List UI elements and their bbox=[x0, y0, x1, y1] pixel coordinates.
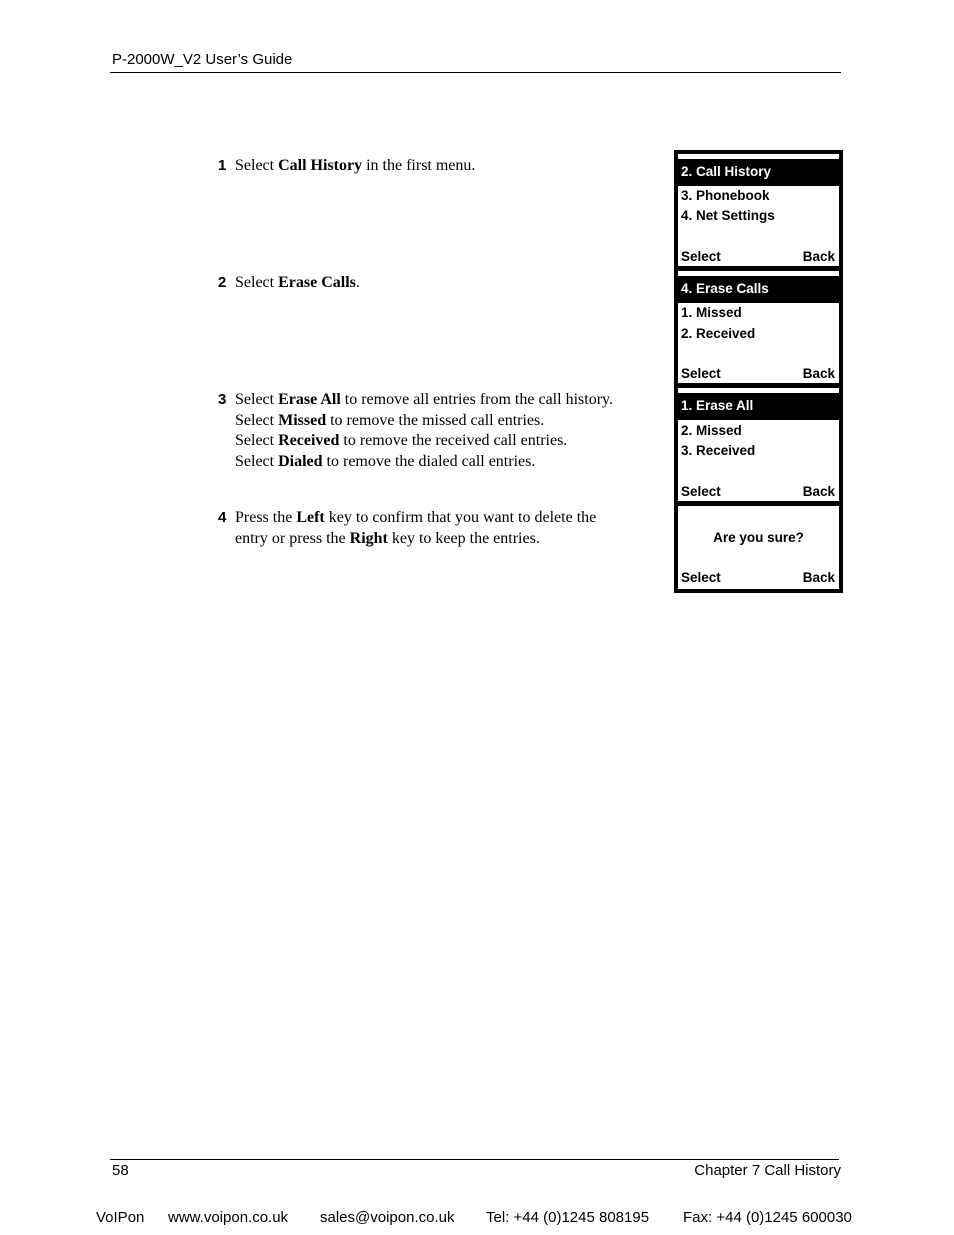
step-line bbox=[235, 529, 596, 550]
ui-term: Dialed bbox=[278, 452, 323, 470]
step-text-run: key to confirm that you want to delete the bbox=[324, 509, 597, 526]
step-line bbox=[235, 390, 613, 411]
confirm-message: Are you sure? bbox=[713, 530, 804, 545]
phone-screen-erase-calls bbox=[678, 271, 839, 383]
phone-screen-confirm bbox=[678, 506, 839, 589]
ui-term: Right bbox=[349, 529, 388, 547]
header-rule bbox=[110, 72, 841, 73]
step-text-run: in the first menu. bbox=[362, 157, 476, 174]
phone-screens bbox=[674, 150, 843, 593]
softkey-back: Back bbox=[802, 570, 835, 585]
fax: Fax: +44 (0)1245 600030 bbox=[683, 1209, 852, 1226]
menu-item: 3. Phonebook bbox=[681, 188, 770, 203]
step-text-run: Press the bbox=[235, 509, 297, 526]
step-line bbox=[235, 156, 475, 177]
ui-term: Erase Calls bbox=[278, 274, 356, 291]
menu-item: 3. Received bbox=[681, 443, 756, 458]
phone-screen-erase-all bbox=[678, 388, 839, 501]
step-2 bbox=[218, 273, 360, 294]
menu-item: 1. Missed bbox=[681, 305, 742, 320]
ui-term: Missed bbox=[278, 411, 327, 429]
step-text bbox=[235, 508, 596, 549]
softkey-select: Select bbox=[681, 570, 721, 585]
company-name: VoIPon bbox=[96, 1209, 145, 1226]
step-line bbox=[235, 431, 613, 452]
softkey-back: Back bbox=[802, 366, 835, 381]
chapter-title: Chapter 7 Call History bbox=[694, 1162, 841, 1179]
highlighted-menu-item bbox=[678, 159, 839, 186]
step-1 bbox=[218, 156, 475, 177]
step-line bbox=[235, 508, 596, 529]
highlighted-label: 1. Erase All bbox=[681, 398, 754, 413]
menu-item: 2. Missed bbox=[681, 423, 742, 438]
step-number: 1 bbox=[218, 157, 227, 174]
page-header-title: P-2000W_V2 User’s Guide bbox=[112, 51, 293, 68]
highlighted-menu-item bbox=[678, 276, 839, 303]
ui-term: Received bbox=[278, 432, 340, 449]
step-text-run: entry or press the bbox=[235, 529, 350, 547]
step-number: 4 bbox=[218, 509, 227, 526]
email-link[interactable]: sales@voipon.co.uk bbox=[320, 1209, 455, 1226]
step-line bbox=[235, 273, 360, 294]
softkey-select: Select bbox=[681, 366, 721, 381]
ui-term: Left bbox=[296, 509, 325, 526]
step-text-run: to remove the received call entries. bbox=[339, 432, 568, 449]
step-line bbox=[235, 452, 613, 473]
step-text bbox=[235, 390, 613, 472]
softkey-back: Back bbox=[802, 249, 835, 264]
step-4 bbox=[218, 508, 596, 549]
step-text-run: Select bbox=[235, 452, 279, 470]
step-text bbox=[235, 273, 360, 294]
step-text bbox=[235, 156, 475, 177]
menu-item: 2. Received bbox=[681, 326, 756, 341]
step-text-run: to remove the dialed call entries. bbox=[322, 452, 536, 470]
phone-screen-call-history bbox=[678, 154, 839, 266]
step-text-run: Select bbox=[235, 157, 279, 174]
step-text-run: to remove the missed call entries. bbox=[326, 411, 545, 429]
step-text-run: . bbox=[355, 274, 360, 291]
step-text-run: Select bbox=[235, 432, 279, 449]
page-number: 58 bbox=[112, 1162, 129, 1179]
highlighted-label: 2. Call History bbox=[681, 164, 772, 179]
step-text-run: to remove all entries from the call history. bbox=[340, 391, 613, 408]
step-text-run: Select bbox=[235, 274, 279, 291]
softkey-select: Select bbox=[681, 484, 721, 499]
step-text-run: key to keep the entries. bbox=[387, 529, 540, 547]
softkey-back: Back bbox=[802, 484, 835, 499]
menu-item: 4. Net Settings bbox=[681, 208, 775, 223]
highlighted-label: 4. Erase Calls bbox=[681, 281, 769, 296]
step-text-run: Select bbox=[235, 391, 279, 408]
step-3 bbox=[218, 390, 613, 472]
ui-term: Erase All bbox=[278, 391, 341, 408]
step-number: 2 bbox=[218, 274, 227, 291]
step-text-run: Select bbox=[235, 411, 279, 429]
telephone: Tel: +44 (0)1245 808195 bbox=[486, 1209, 650, 1226]
ui-term: Call History bbox=[278, 157, 363, 174]
footer-rule bbox=[110, 1159, 839, 1160]
softkey-select: Select bbox=[681, 249, 721, 264]
step-number: 3 bbox=[218, 391, 227, 408]
website-link[interactable]: www.voipon.co.uk bbox=[168, 1209, 289, 1226]
step-line bbox=[235, 411, 613, 432]
highlighted-menu-item bbox=[678, 393, 839, 420]
